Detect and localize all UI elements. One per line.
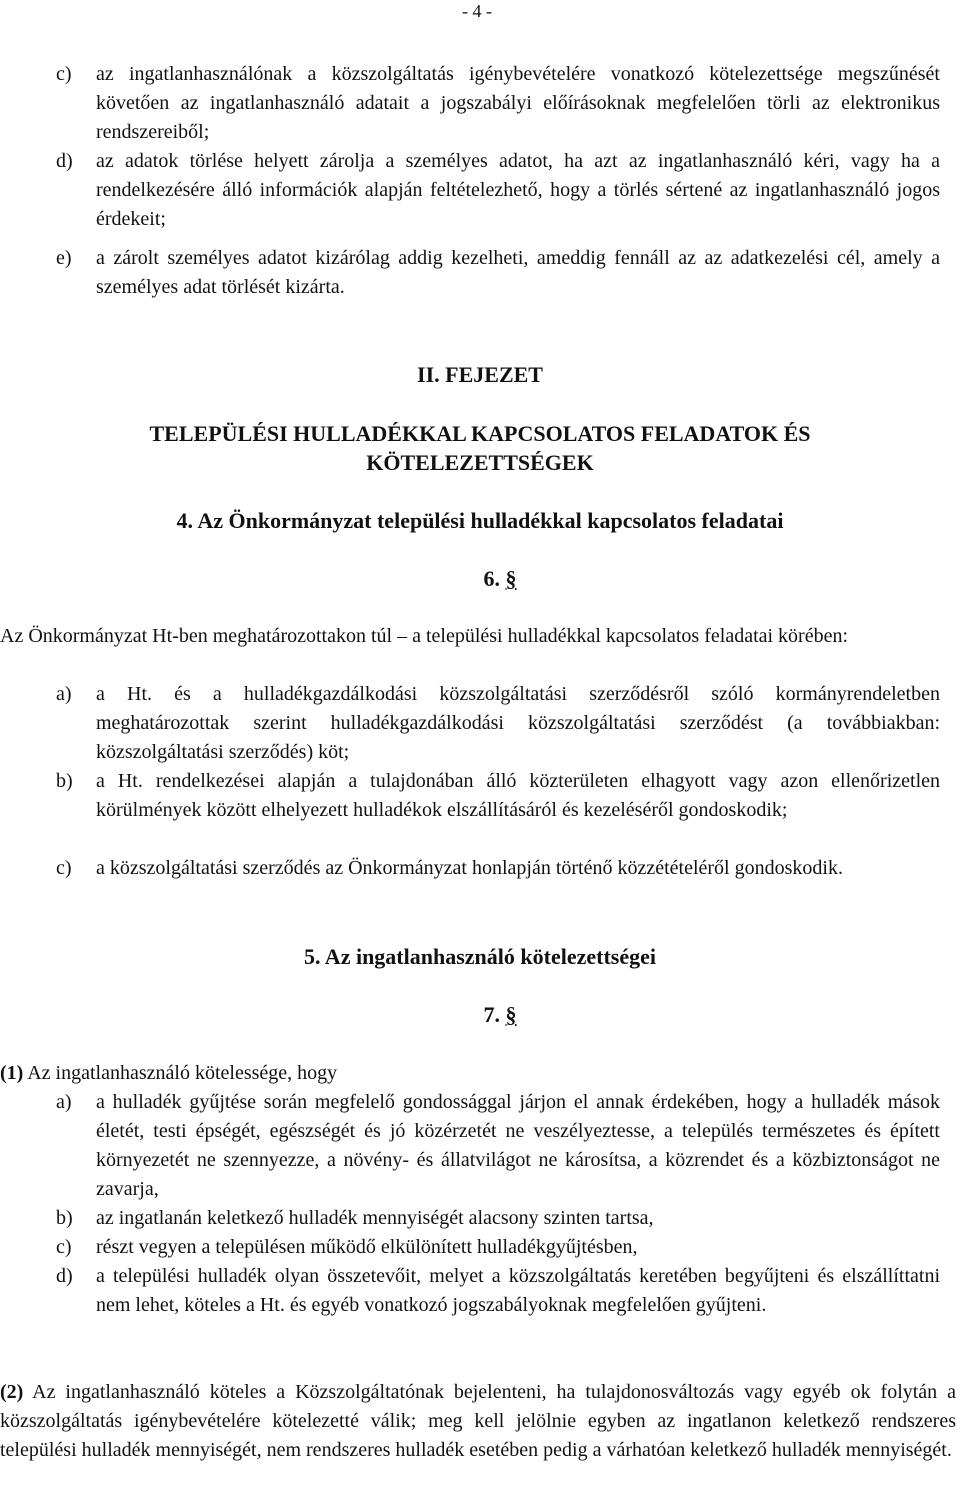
paragraph-number: 6. <box>483 566 500 591</box>
chapter-title-line1: TELEPÜLÉSI HULLADÉKKAL KAPCSOLATOS FELADATOK ÉS <box>149 421 811 446</box>
section-5-heading: 5. Az ingatlanhasználó kötelezettségei <box>304 944 656 969</box>
section-sign: § <box>505 1002 517 1027</box>
list-item-label: e) <box>56 247 72 269</box>
list-item-label: d) <box>56 1265 73 1287</box>
section-4-heading: 4. Az Önkormányzat települési hulladékkal kapcsolatos feladatai <box>176 508 784 533</box>
paragraph-2-number: (2) <box>0 1381 24 1403</box>
list-item-label: c) <box>56 63 72 85</box>
list-item-text: a települési hulladék olyan összetevőit, melyet a közszolgáltatás keretében begyűjteni és elszállíttatni nem lehet, köteles a Ht. és egyéb vonatkozó jogszabályoknak megfelelően gyűjteni. <box>96 1265 940 1316</box>
list-item-text: a közszolgáltatási szerződés az Önkormányzat honlapján történő közzétételéről gondoskodik. <box>96 857 843 879</box>
paragraph-1-intro <box>0 1059 960 1088</box>
list-item-label: a) <box>56 1091 72 1113</box>
paragraph-number: 7. <box>483 1002 500 1027</box>
paragraph-1-number: (1) <box>0 1062 24 1084</box>
list-item <box>56 1088 940 1204</box>
list-item-text: az ingatlanán keletkező hulladék mennyiségét alacsony szinten tartsa, <box>96 1207 654 1229</box>
list-item-label: c) <box>56 1236 72 1258</box>
list-item <box>56 60 940 147</box>
list-item <box>56 767 940 825</box>
list-item-label: a) <box>56 683 72 705</box>
list-item <box>56 244 940 302</box>
list-item <box>56 854 940 883</box>
list-item-text: az ingatlanhasználónak a közszolgáltatás igénybevételére vonatkozó kötelezettsége megszűnését követően az ingatlanhasználó adatait a jogszabályi előírásoknak megfelelően törli az elektronikus rendszereiből; <box>96 63 940 143</box>
list-item <box>56 1233 940 1262</box>
paragraph-6-number <box>0 564 960 593</box>
paragraph-7-number <box>0 1000 960 1029</box>
list-item <box>56 147 940 234</box>
paragraph-2-text: Az ingatlanhasználó köteles a Közszolgáltatónak bejelenteni, ha tulajdonosváltozás vagy egyéb ok folytán a közszolgáltatás igénybevételére kötelezetté válik; meg kell jelölnie egyben az ingatlanon keletkező rendszeres települési hulladék mennyiségét, nem rendszeres hulladék esetében pedig a várhatóan keletkező hulladék mennyiségét. <box>0 1381 956 1461</box>
chapter-title-line2: KÖTELEZETTSÉGEK <box>366 450 594 475</box>
list-item <box>56 1262 940 1320</box>
paragraph-2 <box>0 1378 956 1465</box>
list-item-text: az adatok törlése helyett zárolja a személyes adatot, ha azt az ingatlanhasználó kéri, vagy ha a rendelkezésére álló információk alapján feltételezhető, hogy a törlés sértené az ingatlanhasználó jogos érdekeit; <box>96 150 940 230</box>
list-item-text: a hulladék gyűjtése során megfelelő gondossággal járjon el annak érdekében, hogy a hulladék mások életét, testi épségét, egészségét és jó közérzetét ne veszélyeztesse, a település természetes és épített környezetét ne szennyezze, a növény- és állatvilágot ne károsítsa, a közrendet és a közbiztonságot ne zavarja, <box>96 1091 940 1200</box>
section-4-intro: Az Önkormányzat Ht-ben meghatározottakon túl – a települési hulladékkal kapcsolatos feladatai körében: <box>0 625 849 647</box>
list-item-label: b) <box>56 770 73 792</box>
page-number: - 4 - <box>462 1 492 21</box>
list-item-label: c) <box>56 857 72 879</box>
list-item-text: részt vegyen a településen működő elkülönített hulladékgyűjtésben, <box>96 1236 638 1258</box>
list-item <box>56 680 940 767</box>
section-sign: § <box>505 566 517 591</box>
paragraph-1-text: Az ingatlanhasználó kötelessége, hogy <box>27 1062 338 1084</box>
chapter-number: II. FEJEZET <box>417 362 543 387</box>
list-item-text: a zárolt személyes adatot kizárólag addig kezelheti, ameddig fennáll az az adatkezelési cél, amely a személyes adat törlését kizárta. <box>96 247 940 298</box>
list-item-label: d) <box>56 150 73 172</box>
list-item <box>56 1204 940 1233</box>
list-item-text: a Ht. rendelkezései alapján a tulajdonában álló közterületen elhagyott vagy azon ellenőrizetlen körülmények között elhelyezett hulladékok elszállításáról és kezeléséről gondoskodik; <box>96 770 940 821</box>
list-item-label: b) <box>56 1207 73 1229</box>
list-item-text: a Ht. és a hulladékgazdálkodási közszolgáltatási szerződésről szóló kormányrendeletben meghatározottak szerint hulladékgazdálkodási közszolgáltatási szerződést (a továbbiakban: közszolgáltatási szerződés) köt; <box>96 683 940 763</box>
